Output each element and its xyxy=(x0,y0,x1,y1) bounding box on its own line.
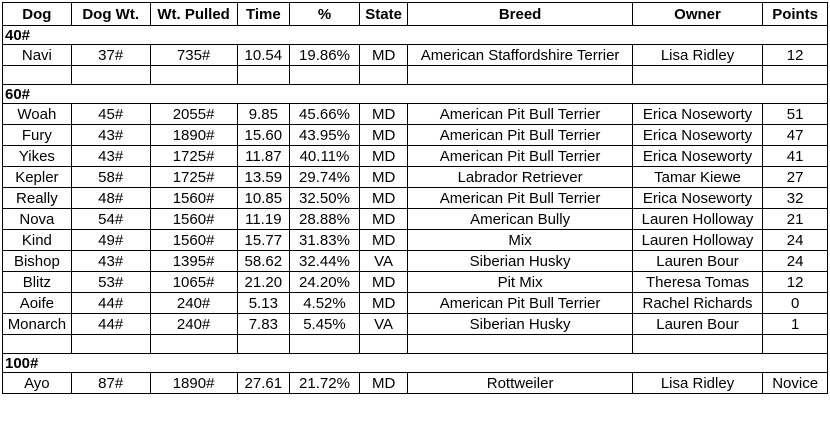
cell-points: 47 xyxy=(763,125,828,146)
cell-dog: Really xyxy=(3,188,72,209)
empty-cell xyxy=(290,66,360,85)
cell-dog-weight: 49# xyxy=(71,230,150,251)
cell-percent: 32.44% xyxy=(290,251,360,272)
cell-percent: 32.50% xyxy=(290,188,360,209)
header-points: Points xyxy=(763,3,828,26)
cell-owner: Lauren Bour xyxy=(632,251,762,272)
table-row xyxy=(3,104,828,125)
cell-time: 15.77 xyxy=(237,230,290,251)
cell-dog: Monarch xyxy=(3,314,72,335)
empty-cell xyxy=(290,335,360,354)
cell-owner: Theresa Tomas xyxy=(632,272,762,293)
section-row xyxy=(3,354,828,373)
cell-state: MD xyxy=(359,272,408,293)
cell-time: 13.59 xyxy=(237,167,290,188)
header-time: Time xyxy=(237,3,290,26)
cell-dog-weight: 37# xyxy=(71,45,150,66)
cell-time: 27.61 xyxy=(237,373,290,394)
cell-points: Novice xyxy=(763,373,828,394)
header-owner: Owner xyxy=(632,3,762,26)
cell-dog-weight: 87# xyxy=(71,373,150,394)
spacer-row xyxy=(3,66,828,85)
table-row xyxy=(3,45,828,66)
section-row xyxy=(3,85,828,104)
cell-time: 21.20 xyxy=(237,272,290,293)
cell-dog-weight: 45# xyxy=(71,104,150,125)
cell-points: 32 xyxy=(763,188,828,209)
empty-cell xyxy=(763,335,828,354)
cell-points: 51 xyxy=(763,104,828,125)
cell-state: MD xyxy=(359,373,408,394)
cell-breed: American Pit Bull Terrier xyxy=(408,104,632,125)
cell-breed: Pit Mix xyxy=(408,272,632,293)
cell-dog-weight: 44# xyxy=(71,314,150,335)
cell-dog-weight: 43# xyxy=(71,125,150,146)
cell-weight-pulled: 1065# xyxy=(150,272,237,293)
header-dog: Dog xyxy=(3,3,72,26)
table-row xyxy=(3,251,828,272)
empty-cell xyxy=(150,66,237,85)
cell-dog: Kind xyxy=(3,230,72,251)
table-row xyxy=(3,188,828,209)
cell-owner: Erica Noseworty xyxy=(632,188,762,209)
cell-percent: 28.88% xyxy=(290,209,360,230)
cell-dog: Fury xyxy=(3,125,72,146)
cell-weight-pulled: 1890# xyxy=(150,373,237,394)
cell-weight-pulled: 1560# xyxy=(150,230,237,251)
cell-time: 15.60 xyxy=(237,125,290,146)
cell-points: 41 xyxy=(763,146,828,167)
empty-cell xyxy=(237,335,290,354)
empty-cell xyxy=(408,66,632,85)
cell-dog: Aoife xyxy=(3,293,72,314)
cell-dog: Woah xyxy=(3,104,72,125)
table-row xyxy=(3,167,828,188)
cell-breed: American Pit Bull Terrier xyxy=(408,188,632,209)
cell-points: 24 xyxy=(763,230,828,251)
section-label: 40# xyxy=(3,26,828,45)
cell-time: 10.54 xyxy=(237,45,290,66)
empty-cell xyxy=(359,66,408,85)
empty-cell xyxy=(359,335,408,354)
empty-cell xyxy=(632,66,762,85)
cell-dog: Kepler xyxy=(3,167,72,188)
cell-weight-pulled: 1725# xyxy=(150,167,237,188)
cell-points: 12 xyxy=(763,272,828,293)
cell-owner: Tamar Kiewe xyxy=(632,167,762,188)
cell-weight-pulled: 240# xyxy=(150,293,237,314)
cell-weight-pulled: 1395# xyxy=(150,251,237,272)
cell-weight-pulled: 1560# xyxy=(150,188,237,209)
cell-breed: American Staffordshire Terrier xyxy=(408,45,632,66)
empty-cell xyxy=(408,335,632,354)
cell-percent: 43.95% xyxy=(290,125,360,146)
spacer-row xyxy=(3,335,828,354)
cell-points: 21 xyxy=(763,209,828,230)
cell-percent: 45.66% xyxy=(290,104,360,125)
cell-weight-pulled: 735# xyxy=(150,45,237,66)
empty-cell xyxy=(763,66,828,85)
cell-dog: Ayo xyxy=(3,373,72,394)
cell-dog-weight: 44# xyxy=(71,293,150,314)
cell-percent: 4.52% xyxy=(290,293,360,314)
cell-time: 5.13 xyxy=(237,293,290,314)
cell-time: 11.19 xyxy=(237,209,290,230)
cell-breed: Siberian Husky xyxy=(408,251,632,272)
cell-weight-pulled: 1725# xyxy=(150,146,237,167)
cell-time: 11.87 xyxy=(237,146,290,167)
cell-weight-pulled: 240# xyxy=(150,314,237,335)
header-percent: % xyxy=(290,3,360,26)
cell-dog-weight: 43# xyxy=(71,251,150,272)
cell-dog: Nova xyxy=(3,209,72,230)
table-body xyxy=(3,26,828,394)
cell-percent: 29.74% xyxy=(290,167,360,188)
cell-weight-pulled: 1560# xyxy=(150,209,237,230)
cell-weight-pulled: 2055# xyxy=(150,104,237,125)
cell-dog: Navi xyxy=(3,45,72,66)
table-row xyxy=(3,146,828,167)
empty-cell xyxy=(3,66,72,85)
cell-dog-weight: 58# xyxy=(71,167,150,188)
cell-time: 10.85 xyxy=(237,188,290,209)
cell-weight-pulled: 1890# xyxy=(150,125,237,146)
cell-points: 0 xyxy=(763,293,828,314)
cell-percent: 31.83% xyxy=(290,230,360,251)
cell-owner: Lauren Holloway xyxy=(632,230,762,251)
cell-breed: Siberian Husky xyxy=(408,314,632,335)
cell-dog: Bishop xyxy=(3,251,72,272)
cell-owner: Lauren Bour xyxy=(632,314,762,335)
header-state: State xyxy=(359,3,408,26)
section-label: 100# xyxy=(3,354,828,373)
cell-percent: 21.72% xyxy=(290,373,360,394)
empty-cell xyxy=(71,335,150,354)
cell-state: MD xyxy=(359,188,408,209)
header-weight-pulled: Wt. Pulled xyxy=(150,3,237,26)
header-row xyxy=(3,3,828,26)
cell-dog-weight: 48# xyxy=(71,188,150,209)
empty-cell xyxy=(237,66,290,85)
cell-time: 7.83 xyxy=(237,314,290,335)
cell-percent: 19.86% xyxy=(290,45,360,66)
cell-owner: Erica Noseworty xyxy=(632,125,762,146)
cell-owner: Lisa Ridley xyxy=(632,373,762,394)
cell-state: MD xyxy=(359,209,408,230)
cell-breed: Labrador Retriever xyxy=(408,167,632,188)
cell-state: VA xyxy=(359,314,408,335)
cell-owner: Erica Noseworty xyxy=(632,104,762,125)
table-row xyxy=(3,230,828,251)
table-row xyxy=(3,272,828,293)
cell-points: 27 xyxy=(763,167,828,188)
empty-cell xyxy=(3,335,72,354)
cell-breed: American Pit Bull Terrier xyxy=(408,146,632,167)
cell-percent: 24.20% xyxy=(290,272,360,293)
cell-state: MD xyxy=(359,293,408,314)
cell-owner: Lisa Ridley xyxy=(632,45,762,66)
cell-dog-weight: 53# xyxy=(71,272,150,293)
cell-breed: Rottweiler xyxy=(408,373,632,394)
empty-cell xyxy=(71,66,150,85)
cell-state: VA xyxy=(359,251,408,272)
cell-breed: Mix xyxy=(408,230,632,251)
table-row xyxy=(3,314,828,335)
cell-points: 12 xyxy=(763,45,828,66)
cell-state: MD xyxy=(359,167,408,188)
cell-owner: Erica Noseworty xyxy=(632,146,762,167)
cell-owner: Lauren Holloway xyxy=(632,209,762,230)
cell-breed: American Bully xyxy=(408,209,632,230)
cell-breed: American Pit Bull Terrier xyxy=(408,293,632,314)
cell-points: 1 xyxy=(763,314,828,335)
cell-owner: Rachel Richards xyxy=(632,293,762,314)
table-row xyxy=(3,373,828,394)
cell-state: MD xyxy=(359,104,408,125)
header-dog-weight: Dog Wt. xyxy=(71,3,150,26)
cell-time: 58.62 xyxy=(237,251,290,272)
cell-state: MD xyxy=(359,125,408,146)
cell-breed: American Pit Bull Terrier xyxy=(408,125,632,146)
section-row xyxy=(3,26,828,45)
cell-dog: Yikes xyxy=(3,146,72,167)
empty-cell xyxy=(150,335,237,354)
empty-cell xyxy=(632,335,762,354)
section-label: 60# xyxy=(3,85,828,104)
cell-dog-weight: 43# xyxy=(71,146,150,167)
cell-points: 24 xyxy=(763,251,828,272)
cell-dog-weight: 54# xyxy=(71,209,150,230)
cell-state: MD xyxy=(359,45,408,66)
results-table xyxy=(2,2,828,394)
table-row xyxy=(3,209,828,230)
cell-percent: 40.11% xyxy=(290,146,360,167)
table-row xyxy=(3,293,828,314)
cell-dog: Blitz xyxy=(3,272,72,293)
cell-state: MD xyxy=(359,230,408,251)
cell-state: MD xyxy=(359,146,408,167)
header-breed: Breed xyxy=(408,3,632,26)
cell-percent: 5.45% xyxy=(290,314,360,335)
cell-time: 9.85 xyxy=(237,104,290,125)
table-row xyxy=(3,125,828,146)
